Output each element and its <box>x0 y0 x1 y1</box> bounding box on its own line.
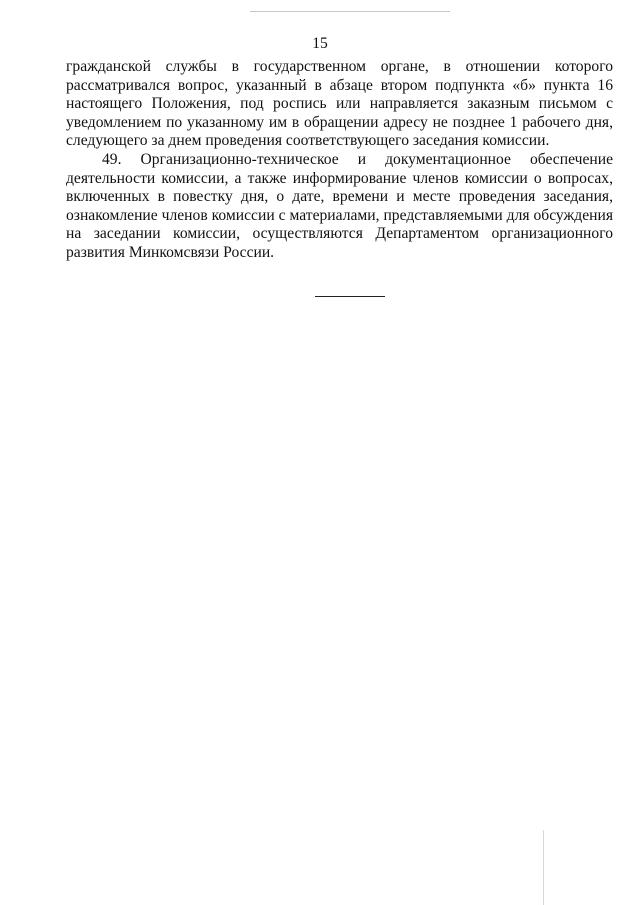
paragraph-item-49: 49. Организационно-техническое и документационное обеспечение деятельности комиссии, а также информирование членов комиссии о вопросах, включенных в повестку дня, о дате, времени и месте проведения заседания, ознакомление членов комиссии с материалами, представляемыми для обсуждения на заседании комиссии, осуществляются Департаментом организационного развития Минкомсвязи России. <box>66 150 613 261</box>
document-body <box>66 58 613 263</box>
scan-artifact-line <box>250 11 450 12</box>
end-separator-line <box>315 296 385 297</box>
paragraph-continuation: гражданской службы в государственном органе, в отношении которого рассматривался вопрос, указанный в абзаце втором подпункта «б» пункта 16 настоящего Положения, под роспись или направляется заказным письмом с уведомлением по указанному им в обращении адресу не позднее 1 рабочего дня, следующего за днем проведения соответствующего заседания комиссии. <box>66 58 613 150</box>
scan-artifact-line <box>543 830 544 905</box>
page-number: 15 <box>312 35 328 52</box>
